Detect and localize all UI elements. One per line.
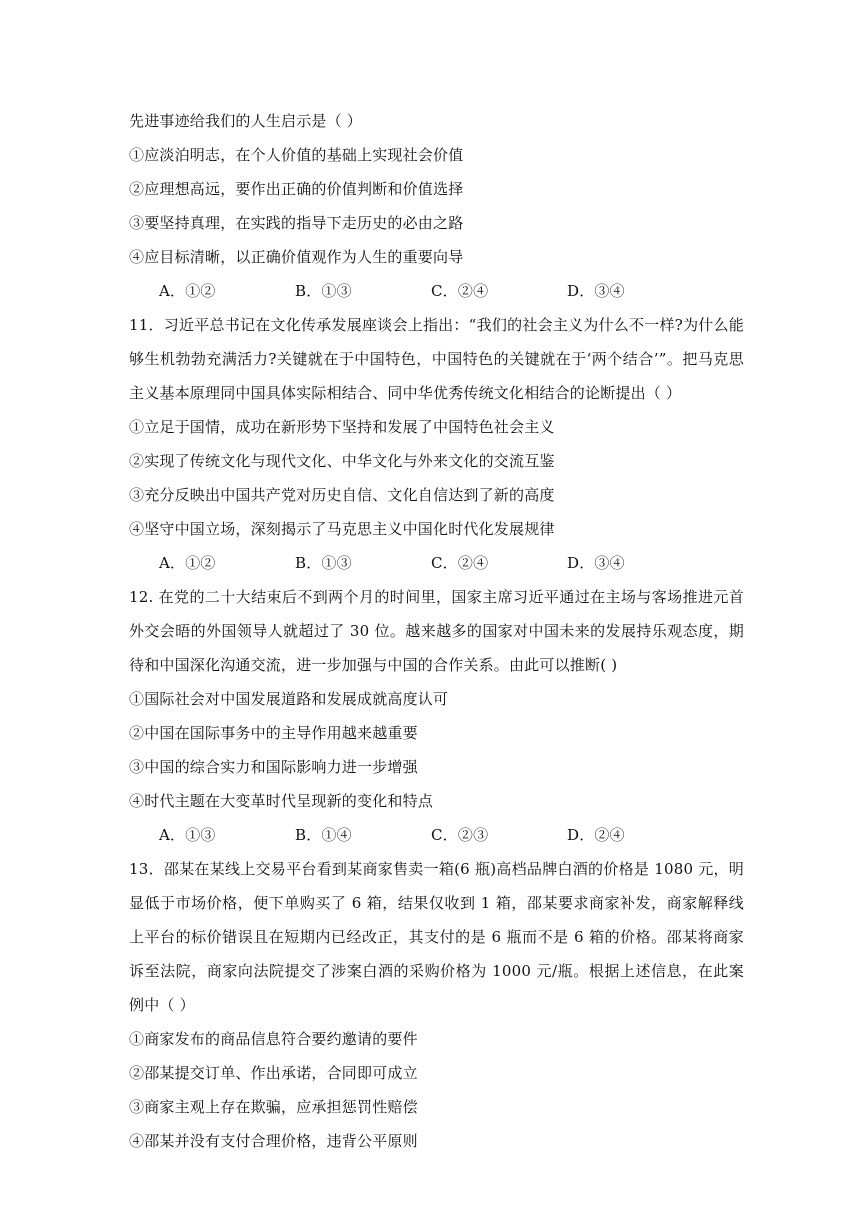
q10-choice-b: B．①③	[295, 282, 352, 300]
q13-option-1: ①商家发布的商品信息符合要约邀请的要件	[129, 1030, 418, 1048]
q12-choice-d: D．②④	[567, 826, 625, 844]
q13-stem: 13．邵某在某线上交易平台看到某商家售卖一箱(6 瓶)高档品牌白酒的价格是 1080 元，明显低于市场价格，便下单购买了 6 箱，结果仅收到 1 箱，邵某要求商家补发，商家解释线上平台的标价错误且在短期内已经改正，其支付的是 6 瓶而不是 6 箱的价格。邵某将商家诉至法院，商家向法院提交了涉案白酒的采购价格为 1000 元/瓶。根据上述信息，在此案例中（ ）	[129, 860, 744, 1014]
q12-option-3: ③中国的综合实力和国际影响力进一步增强	[129, 758, 418, 776]
q13-option-4: ④邵某并没有支付合理价格，违背公平原则	[129, 1132, 418, 1150]
q12-choices	[129, 818, 744, 852]
q11-choice-d: D．③④	[567, 554, 625, 572]
q10-option-4: ④应目标清晰，以正确价值观作为人生的重要向导	[129, 248, 464, 266]
q10-option-3: ③要坚持真理，在实践的指导下走历史的必由之路	[129, 214, 464, 232]
q11-option-1: ①立足于国情，成功在新形势下坚持和发展了中国特色社会主义	[129, 418, 555, 436]
q11-choice-c: C．②④	[431, 554, 489, 572]
q10-choice-c: C．②④	[431, 282, 489, 300]
q10-stem-tail: 先进事迹给我们的人生启示是（ ）	[129, 112, 362, 130]
q10-choices	[129, 274, 744, 308]
q10-option-1: ①应淡泊明志，在个人价值的基础上实现社会价值	[129, 146, 464, 164]
q11-option-3: ③充分反映出中国共产党对历史自信、文化自信达到了新的高度	[129, 486, 555, 504]
q13-option-2: ②邵某提交订单、作出承诺，合同即可成立	[129, 1064, 418, 1082]
q12-option-4: ④时代主题在大变革时代呈现新的变化和特点	[129, 792, 434, 810]
q11-choices	[129, 546, 744, 580]
q11-choice-a: A．①②	[159, 554, 216, 572]
exam-content	[129, 104, 744, 1158]
q10-choice-a: A．①②	[159, 282, 216, 300]
q12-choice-a: A．①③	[159, 826, 216, 844]
q12-choice-c: C．②③	[431, 826, 489, 844]
q11-choice-b: B．①③	[295, 554, 352, 572]
q12-option-2: ②中国在国际事务中的主导作用越来越重要	[129, 724, 418, 742]
q12-choice-b: B．①④	[295, 826, 352, 844]
q11-option-4: ④坚守中国立场，深刻揭示了马克思主义中国化时代化发展规律	[129, 520, 555, 538]
q11-stem: 11．习近平总书记在文化传承发展座谈会上指出：“我们的社会主义为什么不一样?为什么能够生机勃勃充满活力?关键就在于中国特色，中国特色的关键就在于‘两个结合’”。把马克思主义基本原理同中国具体实际相结合、同中华优秀传统文化相结合的论断提出（ ）	[129, 316, 744, 402]
q12-stem: 12. 在党的二十大结束后不到两个月的时间里，国家主席习近平通过在主场与客场推进元首外交会晤的外国领导人就超过了 30 位。越来越多的国家对中国未来的发展持乐观态度，期待和中国深化沟通交流，进一步加强与中国的合作关系。由此可以推断( )	[129, 588, 744, 674]
q12-option-1: ①国际社会对中国发展道路和发展成就高度认可	[129, 690, 449, 708]
q13-option-3: ③商家主观上存在欺骗，应承担惩罚性赔偿	[129, 1098, 418, 1116]
q10-choice-d: D．③④	[567, 282, 625, 300]
q11-option-2: ②实现了传统文化与现代文化、中华文化与外来文化的交流互鉴	[129, 452, 555, 470]
q10-option-2: ②应理想高远，要作出正确的价值判断和价值选择	[129, 180, 464, 198]
